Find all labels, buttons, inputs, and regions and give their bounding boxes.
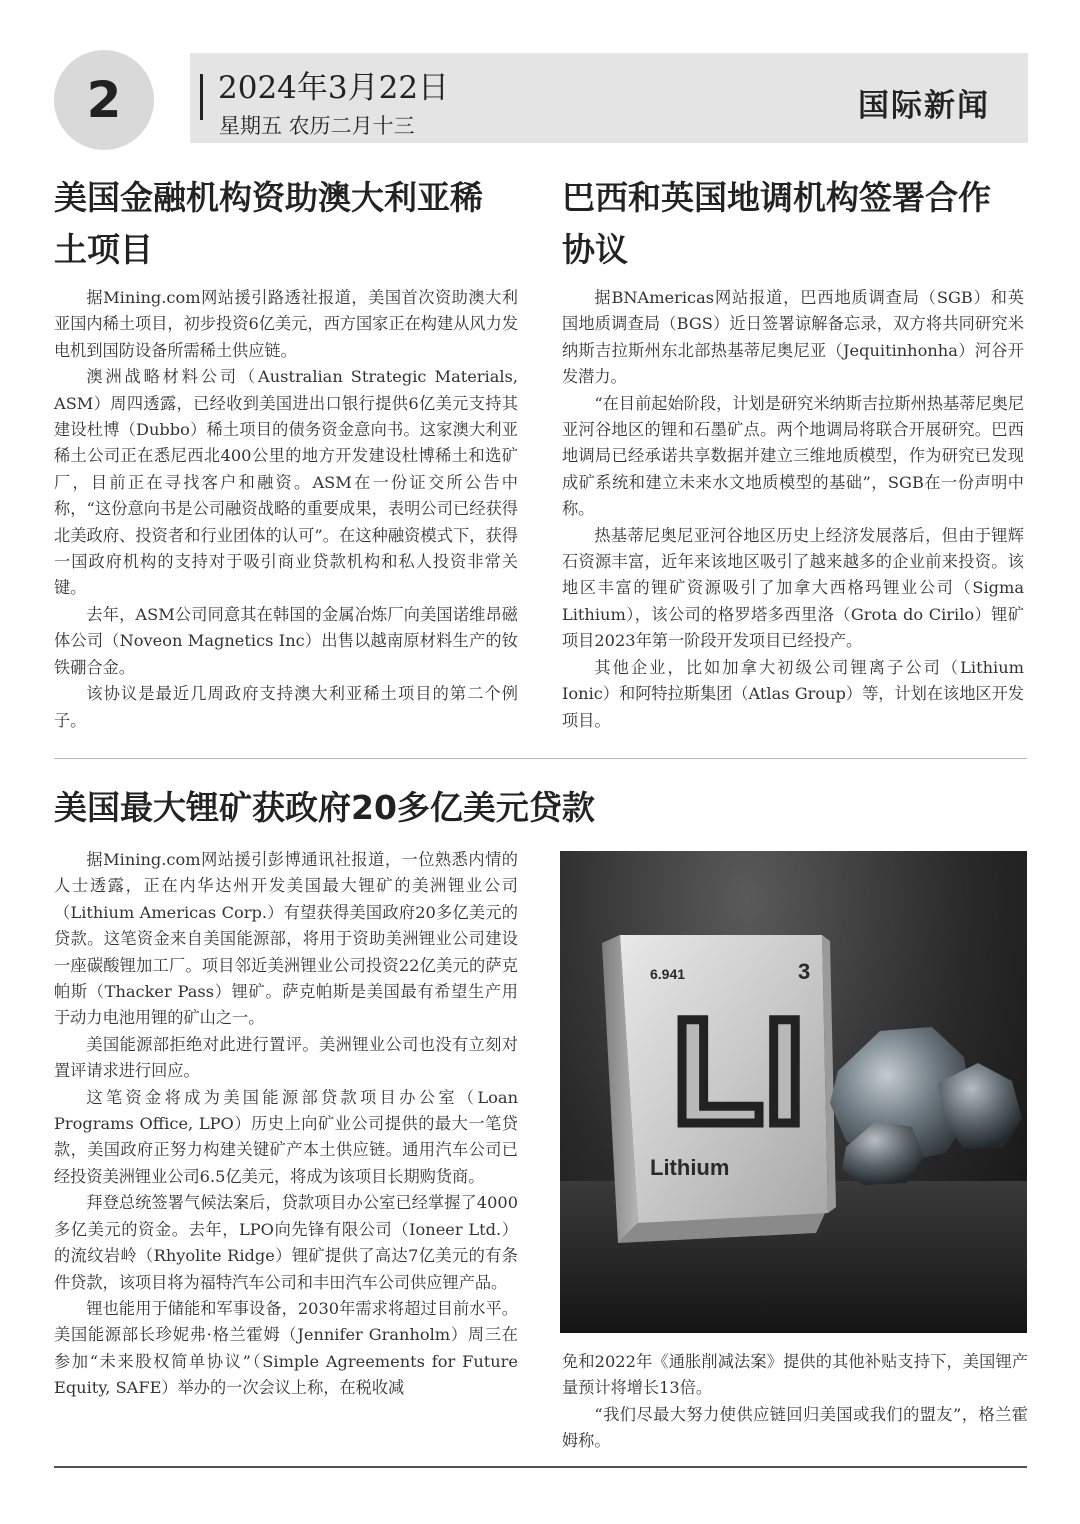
article2-paragraph: 据BNAmericas网站报道，巴西地质调查局（SGB）和英国地质调查局（BGS）近日签署谅解备忘录，双方将共同研究米纳斯吉拉斯州东北部热基蒂尼奥尼亚（Jequitinhonha）河谷开发潜力。 [562,288,1024,387]
article2-headline [562,172,1032,276]
atomic-mass-label: 6.941 [650,966,686,982]
page-bottom-rule [54,1466,1027,1468]
article1-headline-line1: 美国金融机构资助澳大利亚稀 [54,178,483,217]
article2-body [562,285,1024,734]
article3-body-right [562,1349,1028,1455]
atomic-number-label: 3 [798,959,811,984]
article3-paragraph: 锂也能用于储能和军事设备，2030年需求将超过目前水平。美国能源部长珍妮弗·格兰霍姆（Jennifer Granholm）周三在参加“未来股权简单协议”（Simple Agreements for Future Equity, SAFE）举办的一次会议上称，在税收减 [54,1298,518,1398]
article3-paragraph: 这笔资金将成为美国能源部贷款项目办公室（Loan Programs Office, LPO）历史上向矿业公司提供的最大一笔贷款，美国政府正努力构建关键矿产本土供应链。通用汽车公司已经投资美洲锂业公司6.5亿美元，将成为该项目长期购货商。 [54,1087,518,1186]
article2-headline-line1: 巴西和英国地调机构签署合作 [562,178,991,217]
article1-headline-line2: 土项目 [54,230,153,269]
article1-paragraph: 澳洲战略材料公司（Australian Strategic Materials, ASM）周四透露，已经收到美国进出口银行提供6亿美元支持其建设杜博（Dubbo）稀土项目的债务资金意向书。这家澳大利亚稀土公司正在悉尼西北400公里的地方开发建设杜博稀土和选矿厂，目前正在寻找客户和融资。ASM在一份证交所公告中称，“这份意向书是公司融资战略的重要成果，表明公司已经获得北美政府、投资者和行业团体的认可”。在这种融资模式下，获得一国政府机构的支持对于吸引商业贷款机构和私人投资非常关键。 [54,367,518,598]
article3-paragraph: 美国能源部拒绝对此进行置评。美洲锂业公司也没有立刻对置评请求进行回应。 [54,1034,518,1081]
article2-headline-line2: 协议 [562,230,628,269]
article3-quote-paragraph: “我们尽最大努力使供应链回归美国或我们的盟友”，格兰霍姆称。 [562,1404,1028,1451]
lithium-element-photo [560,851,1027,1333]
article3-body-left [54,847,518,1402]
lithium-tile-illustration [560,851,1027,1333]
article1-paragraph: 该协议是最近几周政府支持澳大利亚稀土项目的第二个例子。 [54,684,518,730]
element-name-label: Lithium [650,1155,730,1180]
header-divider-bar [200,74,203,120]
article1-paragraph: 去年，ASM公司同意其在韩国的金属冶炼厂向美国诺维昂磁体公司（Noveon Magnetics Inc）出售以越南原材料生产的钕铁硼合金。 [54,604,518,677]
issue-weekday-lunar: 星期五 农历二月十三 [219,114,415,138]
article2-paragraph: 热基蒂尼奥尼亚河谷地区历史上经济发展落后，但由于锂辉石资源丰富，近年来该地区吸引了越来越多的企业前来投资。该地区丰富的锂矿资源吸引了加拿大西格玛锂业公司（Sigma Lithium），该公司的格罗塔多西里洛（Grota do Cirilo）锂矿项目2023年第一阶段开发项目已经投产。 [562,525,1024,651]
page-number: 2 [54,50,154,150]
article2-paragraph: “在目前起始阶段，计划是研究米纳斯吉拉斯州热基蒂尼奥尼亚河谷地区的锂和石墨矿点。两个地调局将联合开展研究。巴西地调局已经承诺共享数据并建立三维地质模型，作为研究已发现成矿系统和建立未来水文地质模型的基础”，SGB在一份声明中称。 [562,393,1024,519]
article3-paragraph: 据Mining.com网站援引彭博通讯社报道，一位熟悉内情的人士透露，正在内华达州开发美国最大锂矿的美洲锂业公司（Lithium Americas Corp.）有望获得美国政府20多亿美元的贷款。这笔资金来自美国能源部，将用于资助美洲锂业公司建设一座碳酸锂加工厂。项目邻近美洲锂业公司投资22亿美元的萨克帕斯（Thacker Pass）锂矿。萨克帕斯是美国最有希望生产用于动力电池用锂的矿山之一。 [54,850,518,1028]
article2-paragraph: 其他企业，比如加拿大初级公司锂离子公司（Lithium Ionic）和阿特拉斯集团（Atlas Group）等，计划在该地区开发项目。 [562,657,1024,730]
issue-date: 2024年3月22日 [218,70,450,106]
article1-body [54,285,518,734]
section-title: 国际新闻 [858,88,990,124]
element-symbol: LI [672,987,806,1155]
article3-continued-paragraph: 免和2022年《通胀削减法案》提供的其他补贴支持下，美国锂产量预计将增长13倍。 [562,1352,1028,1398]
article3-paragraph: 拜登总统签署气候法案后，贷款项目办公室已经掌握了4000多亿美元的资金。去年，LPO向先锋有限公司（Ioneer Ltd.）的流纹岩岭（Rhyolite Ridge）锂矿提供了高达7亿美元的有条件贷款，该项目将为福特汽车公司和丰田汽车公司供应锂产品。 [54,1193,518,1292]
article3-headline: 美国最大锂矿获政府20多亿美元贷款 [54,788,595,827]
article1-headline [54,172,534,276]
article1-paragraph: 据Mining.com网站援引路透社报道，美国首次资助澳大利亚国内稀土项目，初步投资6亿美元，西方国家正在构建从风力发电机到国防设备所需稀土供应链。 [54,288,518,360]
section-divider [54,758,1027,759]
